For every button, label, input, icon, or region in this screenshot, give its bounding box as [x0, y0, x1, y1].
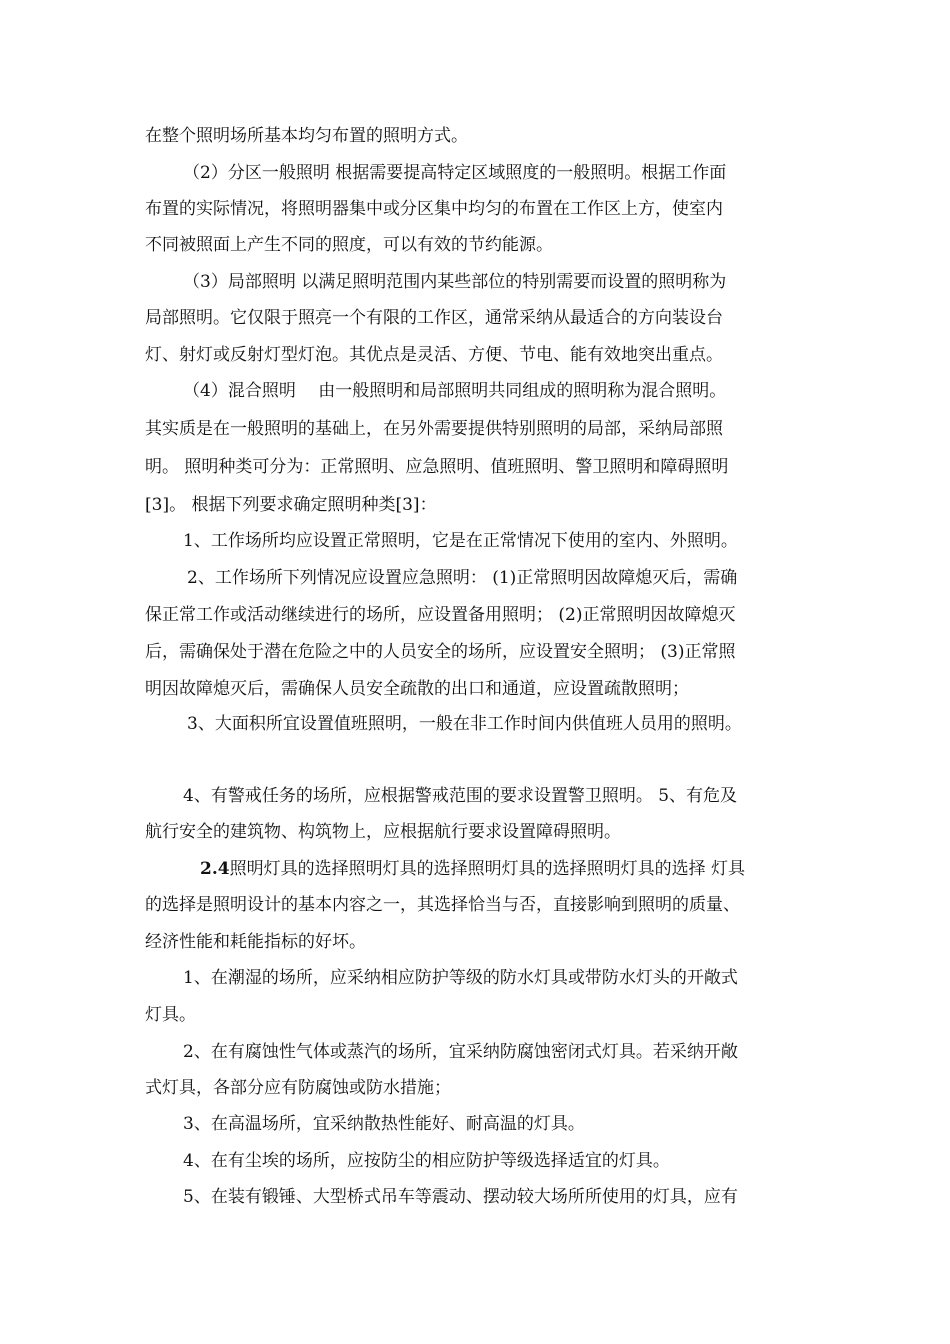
text-line: 后，需确保处于潜在危险之中的人员安全的场所，应设置安全照明； (3)正常照 — [145, 642, 736, 662]
text-line: （3）局部照明 以满足照明范围内某些部位的特别需要而设置的照明称为 — [183, 272, 727, 292]
text-line: [3]。 根据下列要求确定照明种类[3]： — [145, 495, 437, 515]
text-line: 3、在高温场所，宜采纳散热性能好、耐高温的灯具。 — [183, 1114, 585, 1134]
section-heading — [200, 858, 745, 880]
text-line: 2、在有腐蚀性气体或蒸汽的场所，宜采纳防腐蚀密闭式灯具。若采纳开敞 — [183, 1042, 738, 1062]
text-line: 2、工作场所下列情况应设置应急照明： (1)正常照明因故障熄灭后，需确 — [187, 568, 738, 588]
text-line: 式灯具，各部分应有防腐蚀或防水措施； — [145, 1078, 451, 1098]
text-line: 灯、射灯或反射灯型灯泡。其优点是灵活、方便、节电、能有效地突出重点。 — [145, 345, 723, 365]
text-line: （2）分区一般照明 根据需要提高特定区域照度的一般照明。根据工作面 — [183, 163, 727, 183]
text-line: 布置的实际情况，将照明器集中或分区集中均匀的布置在工作区上方，使室内 — [145, 199, 723, 219]
text-line: 不同被照面上产生不同的照度，可以有效的节约能源。 — [145, 235, 553, 255]
text-line: 的选择是照明设计的基本内容之一，其选择恰当与否，直接影响到照明的质量、 — [145, 895, 740, 915]
text-line: 明。 照明种类可分为：正常照明、应急照明、值班照明、警卫照明和障碍照明 — [145, 457, 729, 477]
text-line: 4、在有尘埃的场所，应按防尘的相应防护等级选择适宜的灯具。 — [183, 1151, 670, 1171]
text-line: 1、在潮湿的场所，应采纳相应防护等级的防水灯具或带防水灯头的开敞式 — [183, 968, 738, 988]
text-line: 其实质是在一般照明的基础上，在另外需要提供特别照明的局部，采纳局部照 — [145, 419, 723, 439]
text-line: 在整个照明场所基本均匀布置的照明方式。 — [145, 126, 468, 146]
section-number: 2.4 — [200, 859, 230, 879]
text-line: （4）混合照明 由一般照明和局部照明共同组成的照明称为混合照明。 — [183, 381, 727, 401]
text-line: 4、有警戒任务的场所，应根据警戒范围的要求设置警卫照明。 5、有危及 — [183, 786, 738, 806]
text-line: 3、大面积所宜设置值班照明，一般在非工作时间内供值班人员用的照明。 — [187, 714, 742, 734]
text-line: 5、在装有锻锤、大型桥式吊车等震动、摆动较大场所所使用的灯具，应有 — [183, 1187, 738, 1207]
section-heading-text: 照明灯具的选择照明灯具的选择照明灯具的选择照明灯具的选择 灯具 — [229, 859, 745, 879]
text-line: 保正常工作或活动继续进行的场所，应设置备用照明； (2)正常照明因故障熄灭 — [145, 605, 736, 625]
text-line: 明因故障熄灭后，需确保人员安全疏散的出口和通道，应设置疏散照明； — [145, 679, 689, 699]
text-line: 灯具。 — [145, 1005, 196, 1025]
text-line: 1、工作场所均应设置正常照明，它是在正常情况下使用的室内、外照明。 — [183, 531, 738, 551]
text-line: 航行安全的建筑物、构筑物上，应根据航行要求设置障碍照明。 — [145, 822, 621, 842]
text-line: 局部照明。它仅限于照亮一个有限的工作区，通常采纳从最适合的方向装设台 — [145, 308, 723, 328]
text-line: 经济性能和耗能指标的好坏。 — [145, 932, 366, 952]
